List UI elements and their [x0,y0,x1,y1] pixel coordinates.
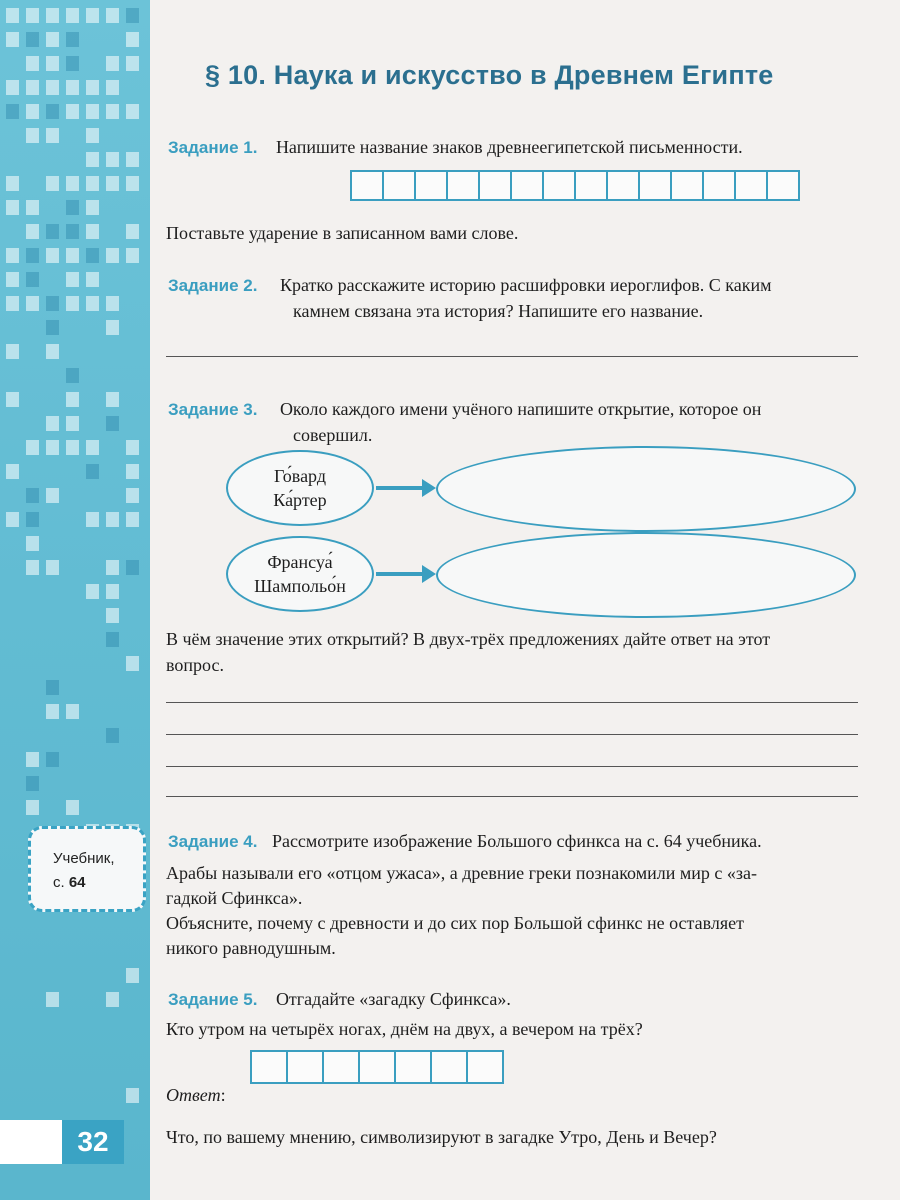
task-5-text: Отгадайте «загадку Сфинкса». [275,989,511,1009]
page-number-box [0,1120,124,1164]
textbook-reference-page [53,871,135,895]
answer-line[interactable] [166,766,858,767]
task-1-label: Задание 1. [168,138,258,157]
decor-square [106,152,119,167]
decor-square [106,8,119,23]
task-2 [168,272,771,299]
decor-square [126,656,139,671]
answer-colon: : [220,1085,226,1105]
answer-cell[interactable] [446,170,480,201]
task-3-question-line1: В чём значение этих открытий? В двух-трёх предложениях дайте ответ на этот [166,629,771,649]
decor-square [126,176,139,191]
task-2-label: Задание 2. [168,276,258,295]
decor-square [86,104,99,119]
decor-square [66,392,79,407]
decor-square [6,104,19,119]
decor-square [46,32,59,47]
scientist-first-name: Франсуа́ [267,552,333,572]
decor-square [6,392,19,407]
decor-square [26,776,39,791]
decor-square [26,800,39,815]
discovery-answer-oval[interactable] [436,446,856,532]
decor-square [46,440,59,455]
task-2-answer-line[interactable] [166,356,858,357]
decor-square [106,56,119,71]
task-3-question-line2: вопрос. [166,655,224,675]
task-4-para2-line1: Объясните, почему с древности и до сих пор Большой сфинкс не оставляет [166,913,744,933]
task-2-text-line1: Кратко расскажите историю расшифровки иероглифов. С каким [279,275,772,295]
decor-square [46,128,59,143]
task-4-text: Рассмотрите изображение Большого сфинкса на с. 64 учебника. [271,831,762,851]
decor-square [106,104,119,119]
answer-cell[interactable] [250,1050,288,1084]
page-title: § 10. Наука и искусство в Древнем Египте [205,60,774,90]
decor-square [86,176,99,191]
decor-square [26,200,39,215]
decor-square [46,8,59,23]
decor-square [66,176,79,191]
decor-square [6,272,19,287]
decor-square [46,416,59,431]
decor-square [86,464,99,479]
decor-square [6,200,19,215]
decor-square [86,80,99,95]
decor-square [26,80,39,95]
task-3-label: Задание 3. [168,400,258,419]
task-3-text-line1: Около каждого имени учёного напишите открытие, которое он [279,399,762,419]
decor-square [106,296,119,311]
decor-square [106,584,119,599]
task-4-para1-line1: Арабы называли его «отцом ужаса», а древние греки познакомили мир с «за- [166,863,757,883]
task-5-question: Что, по вашему мнению, символизируют в загадке Утро, День и Вечер? [166,1127,717,1147]
decor-square [66,224,79,239]
decor-square [106,320,119,335]
decor-square [26,224,39,239]
scientist-last-name: Ка́ртер [273,490,327,510]
scientist-oval-champollion [226,536,374,612]
answer-cell[interactable] [430,1050,468,1084]
decor-square [106,392,119,407]
answer-label-wrap [166,1082,226,1108]
scientist-first-name: Го́вард [273,466,326,486]
decor-square [66,248,79,263]
decor-square [126,248,139,263]
answer-cell[interactable] [286,1050,324,1084]
answer-cell[interactable] [670,170,704,201]
sidebar-decoration [0,0,150,1200]
task-5-answer-cells[interactable] [250,1050,502,1084]
decor-square [126,32,139,47]
decor-square [126,512,139,527]
decor-square [66,8,79,23]
decor-square [106,560,119,575]
decor-square [106,632,119,647]
textbook-reference-label: Учебник, [53,850,115,867]
decor-square [66,56,79,71]
decor-square [86,512,99,527]
scientist-last-name: Шампольо́н [254,576,346,596]
decor-square [6,344,19,359]
decor-square [66,200,79,215]
answer-line[interactable] [166,702,858,703]
textbook-reference-badge [28,826,146,912]
answer-cell[interactable] [358,1050,396,1084]
decor-square [46,56,59,71]
answer-cell[interactable] [766,170,800,201]
answer-cell[interactable] [322,1050,360,1084]
decor-square [86,152,99,167]
decor-square [26,560,39,575]
decor-square [126,152,139,167]
decor-square [86,440,99,455]
decor-square [26,8,39,23]
decor-square [86,248,99,263]
answer-cell[interactable] [414,170,448,201]
decor-square [46,248,59,263]
decor-square [66,32,79,47]
decor-square [6,512,19,527]
decor-square [66,104,79,119]
decor-square [126,104,139,119]
decor-square [66,416,79,431]
decor-square [46,104,59,119]
answer-cell[interactable] [394,1050,432,1084]
decor-square [86,8,99,23]
decor-square [126,1088,139,1103]
answer-line[interactable] [166,734,858,735]
decor-square [26,512,39,527]
decor-square [126,8,139,23]
answer-cell[interactable] [466,1050,504,1084]
decor-square [46,704,59,719]
decor-square [26,440,39,455]
decor-square [6,8,19,23]
decor-square [126,968,139,983]
decor-square [126,488,139,503]
answer-cell[interactable] [350,170,384,201]
decor-square [106,248,119,263]
decor-square [46,176,59,191]
task-5-label: Задание 5. [168,990,258,1009]
decor-square [66,296,79,311]
decor-square [126,560,139,575]
decor-square [86,272,99,287]
decor-square [86,296,99,311]
answer-cell[interactable] [510,170,544,201]
decor-square [6,464,19,479]
answer-cell[interactable] [574,170,608,201]
decor-square [66,368,79,383]
decor-square [26,752,39,767]
decor-square [46,488,59,503]
decor-square [26,104,39,119]
task-2-text-line2: камнем связана эта история? Напишите его название. [293,301,704,321]
decor-square [26,488,39,503]
decor-square [26,296,39,311]
decor-square [26,32,39,47]
decor-square [46,680,59,695]
decor-square [46,320,59,335]
decor-square [6,32,19,47]
textbook-page-prefix: с. [53,874,69,891]
decor-square [26,56,39,71]
answer-line[interactable] [166,796,858,797]
task-4 [168,828,762,855]
decor-square [26,248,39,263]
decor-square [66,704,79,719]
page-number: 32 [62,1120,124,1164]
scientist-name [254,550,346,598]
decor-square [66,800,79,815]
decor-square [86,224,99,239]
decor-square [106,416,119,431]
answer-cell[interactable] [734,170,768,201]
decor-square [26,128,39,143]
task-4-para2-line2: никого равнодушным. [166,938,336,958]
decor-square [86,200,99,215]
decor-square [26,272,39,287]
decor-square [46,224,59,239]
task-1-answer-cells[interactable] [350,170,798,201]
decor-square [106,608,119,623]
answer-cell[interactable] [638,170,672,201]
decor-square [106,176,119,191]
decor-square [66,80,79,95]
task-1 [168,134,743,161]
decor-square [66,272,79,287]
task-1-followup: Поставьте ударение в записанном вами слове. [166,223,519,243]
answer-label: Ответ [166,1085,221,1105]
decor-square [66,440,79,455]
decor-square [126,464,139,479]
decor-square [6,176,19,191]
decor-square [106,80,119,95]
answer-cell[interactable] [478,170,512,201]
task-3-text-line2: совершил. [293,425,373,445]
decor-square [86,128,99,143]
scientist-name [273,464,326,512]
arrow-right-icon [376,486,424,490]
decor-square [126,440,139,455]
scientist-oval-carter [226,450,374,526]
decor-square [126,224,139,239]
decor-square [46,560,59,575]
decor-square [106,992,119,1007]
task-3 [168,396,761,423]
decor-square [46,344,59,359]
answer-cell[interactable] [702,170,736,201]
task-1-text: Напишите название знаков древнеегипетской письменности. [275,137,743,157]
decor-square [6,80,19,95]
arrow-right-icon [376,572,424,576]
decor-square [46,296,59,311]
textbook-page-number: 64 [68,874,86,891]
answer-cell[interactable] [606,170,640,201]
task-4-para1-line2: гадкой Сфинкса». [166,888,303,908]
decor-square [6,248,19,263]
decor-square [6,296,19,311]
decor-square [46,992,59,1007]
answer-cell[interactable] [382,170,416,201]
decor-square [46,752,59,767]
answer-cell[interactable] [542,170,576,201]
decor-square [126,56,139,71]
task-5-riddle: Кто утром на четырёх ногах, днём на двух, а вечером на трёх? [166,1019,643,1039]
decor-square [26,536,39,551]
discovery-answer-oval[interactable] [436,532,856,618]
decor-square [86,584,99,599]
task-4-label: Задание 4. [168,832,258,851]
decor-square [106,512,119,527]
task-5 [168,986,511,1013]
decor-square [46,80,59,95]
decor-square [106,728,119,743]
